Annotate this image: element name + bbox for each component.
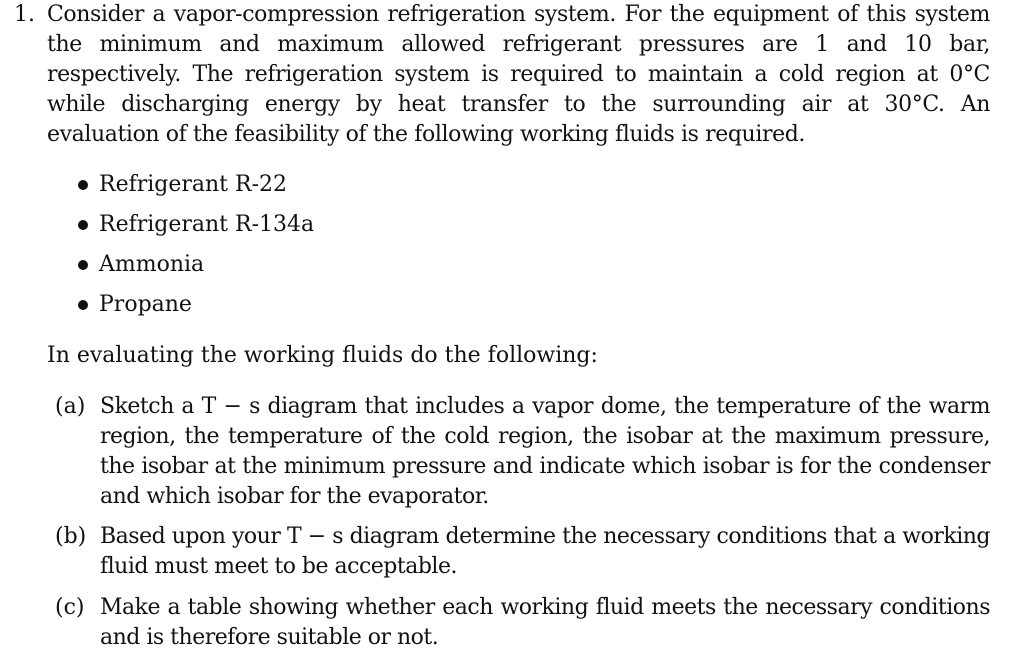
lead-in-text: In evaluating the working fluids do the following: bbox=[47, 343, 598, 368]
fluid-r22: Refrigerant R-22 bbox=[99, 172, 288, 197]
bullet-icon bbox=[78, 300, 88, 310]
part-a-text: Sketch a T − s diagram that includes a vapor dome, the temperature of the warm region, the temperature of the cold region, the isobar at the maximum pressure, the isobar at the minimum pressure and indicate which isobar is for the condenser and which isobar for the evaporator. bbox=[100, 394, 990, 509]
fluid-ammonia: Ammonia bbox=[99, 252, 205, 277]
bullet-icon bbox=[78, 260, 88, 270]
fluid-propane: Propane bbox=[99, 292, 192, 317]
part-b-text: Based upon your T − s diagram determine the necessary conditions that a working fluid must meet to be acceptable. bbox=[100, 524, 990, 579]
problem-number: 1. bbox=[14, 2, 35, 27]
bullet-icon bbox=[78, 220, 88, 230]
part-a-label: (a) bbox=[55, 394, 86, 419]
problem-intro: Consider a vapor-compression refrigeration system. For the equipment of this system the minimum and maximum allowed refrigerant pressures are 1 and 10 bar, respectively. The refrigeration system is required to maintain a cold region at 0°C while discharging energy by heat transfer to the surrounding air at 30°C. An evaluation of the feasibility of the following working fluids is required. bbox=[47, 2, 990, 147]
bullet-icon bbox=[78, 180, 88, 190]
part-b-label: (b) bbox=[55, 524, 87, 549]
part-c-label: (c) bbox=[55, 595, 85, 620]
fluid-r134a: Refrigerant R-134a bbox=[99, 212, 315, 237]
part-c-text: Make a table showing whether each working fluid meets the necessary conditions and is therefore suitable or not. bbox=[100, 595, 990, 650]
